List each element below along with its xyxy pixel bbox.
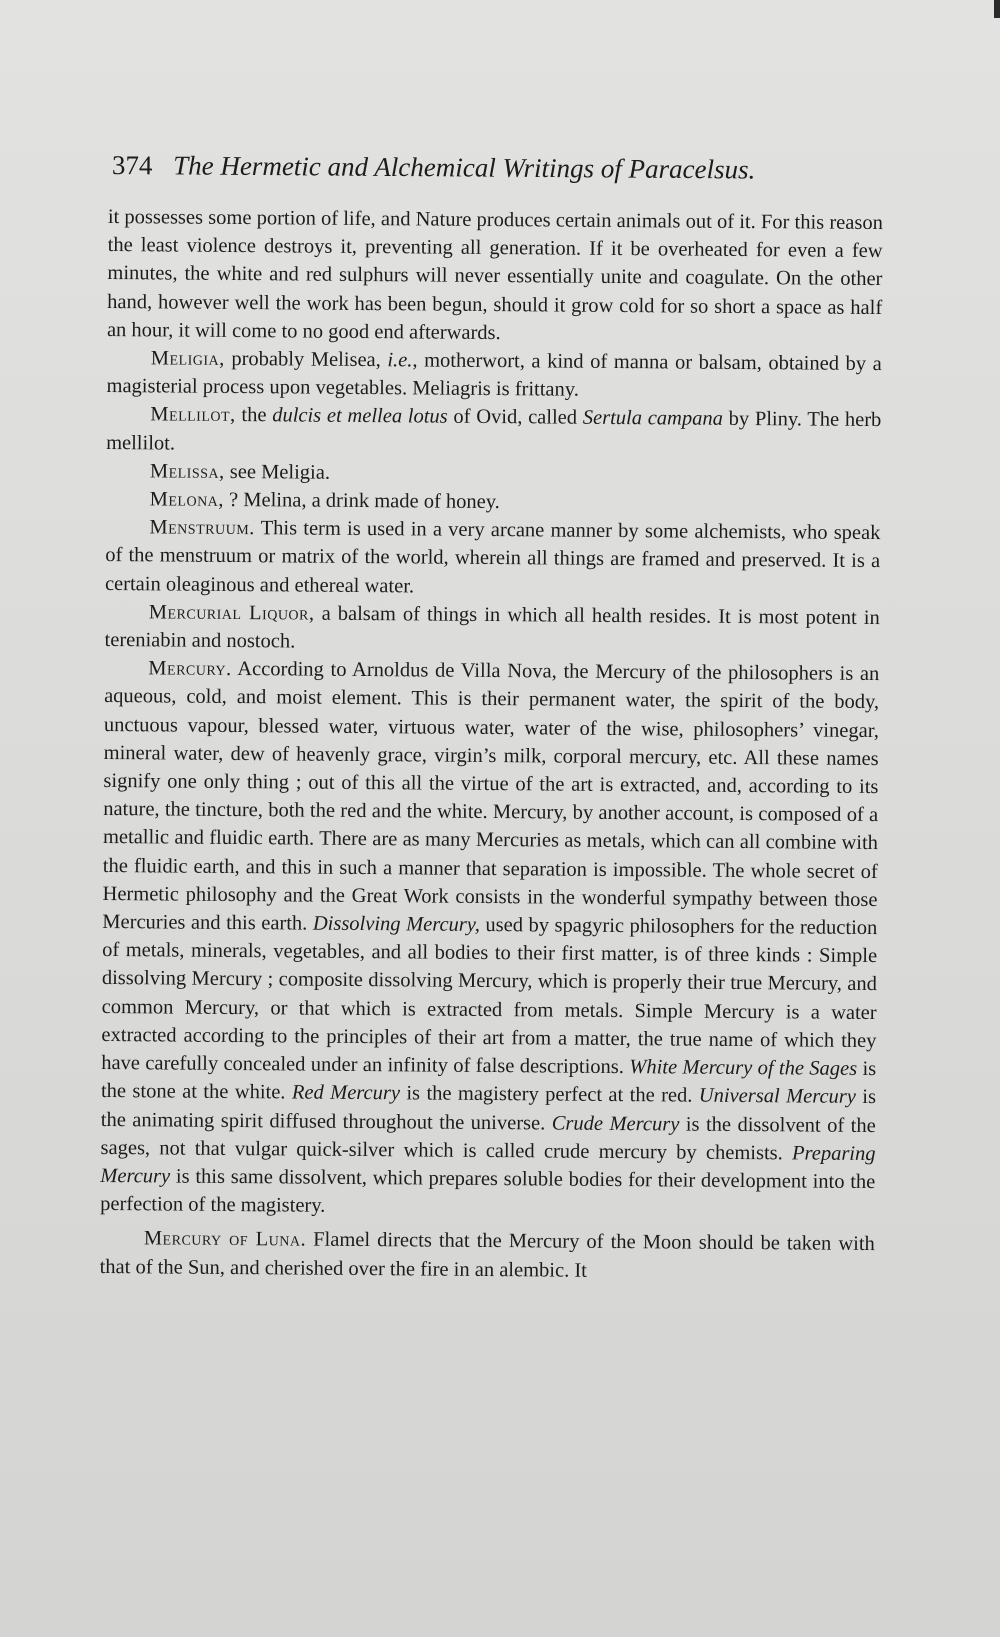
entry-text: Flamel directs that the Mercury of the Moon should be taken with that of the Sun, and cherished over the fire in an alembic. It	[99, 1228, 875, 1282]
entry-text: the	[235, 404, 273, 427]
entry-text: of Ovid, called	[447, 406, 583, 430]
entry-text: is the animating spirit diffused throughout the universe.	[100, 1086, 877, 1135]
running-header	[112, 150, 872, 186]
body-text	[100, 203, 883, 1287]
entry-term: Mellilot,	[150, 403, 236, 427]
entry-italic: Crude Mercury	[551, 1112, 680, 1136]
entry-term: Mercurial Liquor,	[148, 601, 315, 625]
entry-italic: Red Mercury	[291, 1081, 401, 1105]
entry-text: ? Melina, a drink made of honey.	[223, 488, 500, 514]
entry-italic: i.e.	[387, 349, 413, 372]
entry-term: Mercury of Luna.	[143, 1227, 307, 1251]
entry-meligia	[106, 344, 881, 406]
entry-term: Melissa,	[149, 460, 225, 483]
entry-text: by Pliny. The herb mellilot.	[106, 408, 882, 455]
entry-italic: Sertula campana	[582, 407, 723, 431]
entry-term: Mercury.	[148, 657, 232, 681]
entry-italic: Universal Mercury	[698, 1084, 857, 1109]
page-edge-mark	[994, 0, 1000, 18]
entry-italic: Preparing Mercury	[100, 1142, 876, 1188]
entry-text: According to Arnoldus de Villa Nova, the Mercury of the philosophers is an aqueous, cold, and moist element. This is their permanent water, the spirit of the body, unctuous vapour, blessed water, virtuous water, water of the wise, philosophers’ vinegar, mineral water, dew of heavenly grace, virgin’s milk, corporal mercury, etc. All these names signify one only thing ; out of this all the virtue of the art is extracted, and, according to its nature, the tincture, both the red and the white. Mercury, by another account, is composed of a metallic and fluidic earth. There are as many Mercuries as metals, which can all combine with the fluidic earth, and this in such a manner that separation is impossible. The whole secret of Hermetic philosophy and the Great Work consists in the wonderful sympathy between those Mercuries and this earth.	[102, 658, 880, 935]
running-title: The Hermetic and Alchemical Writings of Paracelsus.	[173, 150, 756, 185]
entry-text: is this same dissolvent, which prepares soluble bodies for their development into the perfection of the magistery.	[100, 1165, 876, 1217]
entry-text: see Meligia.	[224, 460, 331, 484]
entry-text: is the stone at the white.	[100, 1058, 877, 1104]
continuation-paragraph: it possesses some portion of life, and Nature produces certain animals out of it. For this reason the least violence destroys it, preventing all generation. If it be overheated for even a few minutes, the white and red sulphurs will never essentially unite and coagulate. On the other hand, however well the work has been begun, should it grow cold for so short a space as half an hour, it will come to no good end afterwards.	[106, 205, 883, 344]
entry-italic: White Mercury of the Sages	[629, 1056, 858, 1081]
entry-mellilot	[106, 400, 881, 462]
entry-text: used by spagyric philosophers for the reduction of metals, minerals, vegetables, and all bodies to their first matter, is of three kinds : Simple dissolving Mercury ; composite dissolving Mercury, which is properly their true Mercury, and common Mercury, or that which is extracted from metals. Simple Mercury is a water extracted according to the principles of their art from a matter, the true name of which they have carefully concealed under an infinity of false descriptions.	[101, 914, 878, 1079]
entry-mercury-of-luna	[100, 1224, 875, 1286]
entry-text: is the magistery perfect at the red.	[399, 1082, 699, 1107]
entry-text: a balsam of things in which all health resides. It is most potent in tereniabin and nostoch.	[104, 602, 880, 653]
entry-menstruum	[105, 513, 881, 604]
entry-term: Meligia,	[150, 347, 225, 370]
entry-term: Menstruum.	[149, 516, 255, 540]
entry-text: This term is used in a very arcane manner by some alchemists, who speak of the menstruum or matrix of the world, wherein all things are framed and preserved. It is a certain oleaginous and ethereal water.	[104, 517, 881, 598]
entry-text: probably Melisea,	[224, 347, 388, 372]
entry-text: is the dissolvent of the sages, not that vulgar quick-silver which is called crude mercury by chemists.	[100, 1113, 876, 1165]
page-number: 374	[111, 150, 153, 181]
entry-italic: Dissolving Mercury,	[312, 912, 481, 937]
entry-text: , motherwort, a kind of manna or balsam, obtained by a magisterial process upon vegetables. Meliagris is frittany.	[106, 349, 882, 401]
entry-term: Melona,	[149, 488, 225, 511]
entry-mercury	[100, 654, 879, 1224]
entry-italic: dulcis et mellea lotus	[272, 404, 448, 429]
entry-mercurial-liquor	[104, 598, 879, 660]
